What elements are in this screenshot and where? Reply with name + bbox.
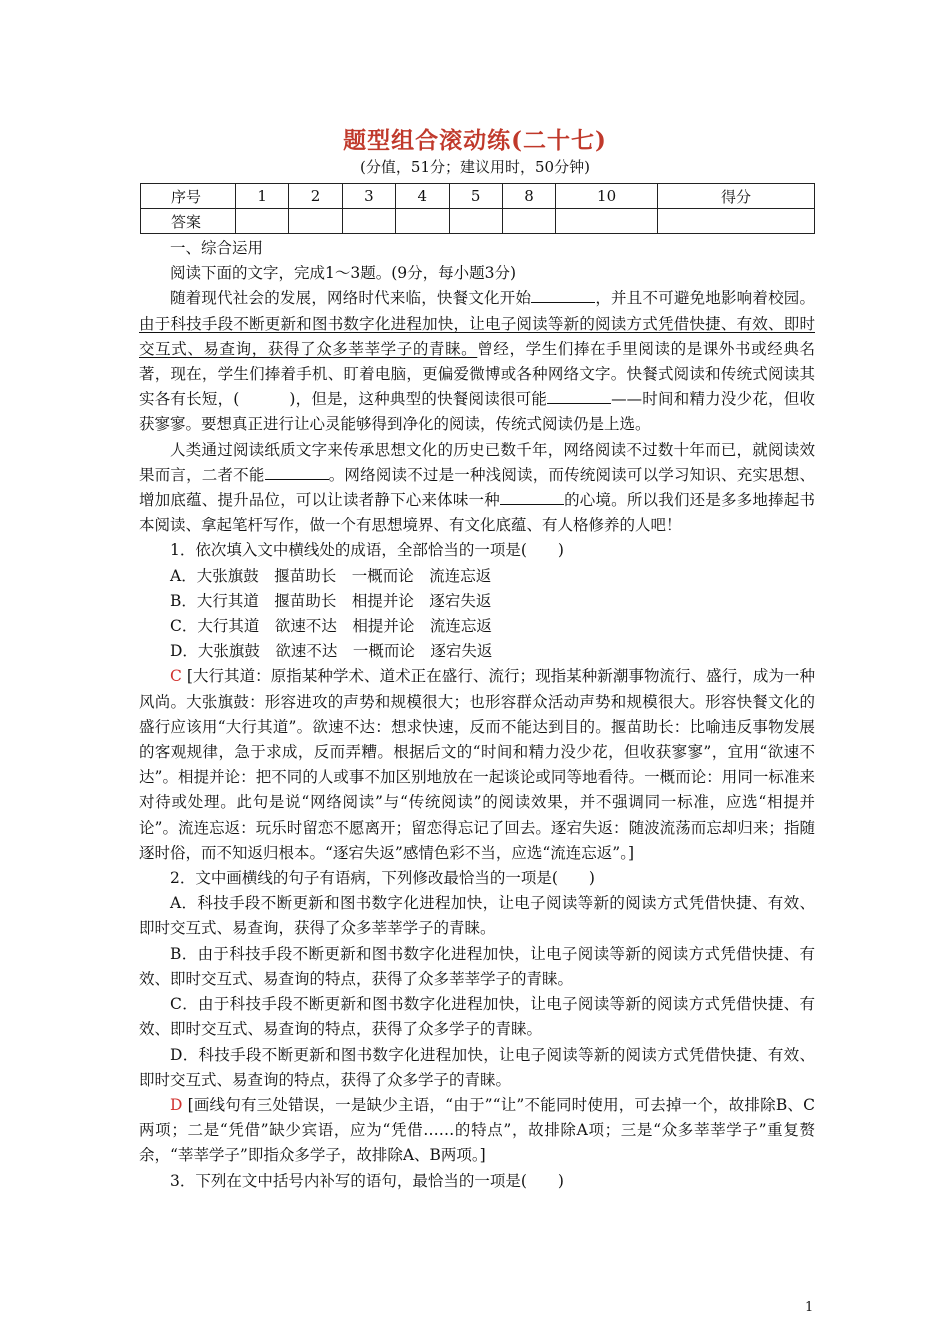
answer-cell [657,209,814,234]
answer-cell [502,209,555,234]
answer-letter: D [170,1095,183,1114]
passage-text: ——时间和精力没少花，但收获寥寥。要想真正进行让心灵能够得到净化的阅读，传统式阅读仍是上选。 [139,390,815,434]
passage-text: 曾经，学生们捧在手里阅读的是课外书或经典名著，现在，学生们捧着手机、盯着电脑，更偏爱微博或各种网络文字。快餐式阅读和传统式阅读其实各有长短，( [139,339,815,409]
score-table-header-cell: 序号 [141,184,236,209]
section-heading: 一、综合运用 [170,239,264,257]
answer-cell [396,209,449,234]
reading-instruction: 阅读下面的文字，完成1～3题。(9分，每小题3分) [170,264,517,283]
score-table-header-cell: 2 [289,184,342,209]
question-2-option: A．科技手段不断更新和图书数字化进程加快，让电子阅读等新的阅读方式凭借快捷、有效、即时交互式、易查询，获得了众多莘莘学子的青睐。 [139,894,815,938]
passage-text: 人类通过阅读纸质文字来传承思想文化的历史已数千年，网络阅读不过数十年而已，就阅读效果而言，二者不能 [139,440,815,484]
score-table-answer-row [141,209,815,234]
page-number: 1 [805,1300,814,1315]
score-table-header-cell: 10 [556,184,658,209]
question-2-option: C．由于科技手段不断更新和图书数字化进程加快，让电子阅读等新的阅读方式凭借快捷、有效、即时交互式、易查询的特点，获得了众多学子的青睐。 [139,995,815,1039]
answer-cell [289,209,342,234]
answer-cell [342,209,395,234]
page-title: 题型组合滚动练(二十七) [343,127,607,154]
question-1-option: C．大行其道 欲速不达 相提并论 流连忘返 [170,617,492,636]
page-subtitle: (分值，51分；建议用时，50分钟) [360,158,590,176]
question-1-option: D．大张旗鼓 欲速不达 一概而论 逐宕失返 [170,642,493,661]
fill-blank [547,389,611,404]
fill-blank [500,490,564,505]
score-table-header-cell: 3 [342,184,395,209]
answer-cell [556,209,658,234]
question-3-stem: 3．下列在文中括号内补写的语句，最恰当的一项是( ) [170,1171,564,1190]
answer-cell [236,209,289,234]
score-table-header-cell: 4 [396,184,449,209]
underlined-sentence: 由于科技手段不断更新和图书数字化进程加快，让电子阅读等新的阅读方式凭借快捷、有效、即时交互式、易查询，获得了众多莘莘学子的青睐。 [139,314,815,358]
answer-explanation: [大行其道：原指某种学术、道术正在盛行、流行；现指某种新潮事物流行、盛行，成为一种风尚。大张旗鼓：形容进攻的声势和规模很大；也形容群众活动声势和规模很大。形容快餐文化的盛行应该用“大行其道”。欲速不达：想求快速，反而不能达到目的。揠苗助长：比喻违反事物发展的客观规律，急于求成，反而弄糟。根据后文的“时间和精力没少花，但收获寥寥”，宜用“欲速不达”。相提并论：把不同的人或事不加区别地放在一起谈论或同等地看待。一概而论：用同一标准来对待或处理。此句是说“网络阅读”与“传统阅读”的阅读效果，并不强调同一标准，应选“相提并论”。流连忘返：玩乐时留恋不愿离开；留恋得忘记了回去。逐宕失返：随波流荡而忘却归来；指随逐时俗，而不知返归根本。“逐宕失返”感情色彩不当，应选“流连忘返”。] [139,667,815,862]
document-body [139,236,815,1194]
passage-paragraph-2 [139,438,815,539]
score-table [140,183,815,234]
question-1-option: B．大行其道 揠苗助长 相提并论 逐宕失返 [170,591,492,610]
answer-cell [449,209,502,234]
passage-text: )，但是，这种典型的快餐阅读很可能 [289,390,548,409]
passage-text: 。网络阅读不过是一种浅阅读，而传统阅读可以学习知识、充实思想、增加底蕴、提升品位，可以让读者静下心来体味一种 [139,465,815,510]
passage-text: ，并且不可避免地影响着校园。 [595,289,815,308]
question-1-option: A．大张旗鼓 揠苗助长 一概而论 流连忘返 [170,566,492,585]
score-table-header-cell: 5 [449,184,502,209]
question-1-answer [139,664,815,866]
score-table-answer-label: 答案 [141,209,236,234]
question-2-stem: 2．文中画横线的句子有语病，下列修改最恰当的一项是( ) [170,869,595,888]
question-2-option: D．科技手段不断更新和图书数字化进程加快，让电子阅读等新的阅读方式凭借快捷、有效、即时交互式、易查询的特点，获得了众多学子的青睐。 [139,1045,815,1089]
passage-text: 随着现代社会的发展，网络时代来临，快餐文化开始 [170,289,532,308]
passage-text: 的心境。所以我们还是多多地捧起书本阅读、拿起笔杆写作，做一个有思想境界、有文化底蕴、有人格修养的人吧！ [139,491,815,535]
score-table-header-cell: 1 [236,184,289,209]
score-table-header-cell: 得分 [657,184,814,209]
answer-explanation: [画线句有三处错误，一是缺少主语，“由于”“让”不能同时使用，可去掉一个，故排除B、C两项；二是“凭借”缺少宾语，应为“凭借……的特点”，故排除A项；三是“众多莘莘学子”重复赘余，“莘莘学子”即指众多学子，故排除A、B两项。] [139,1095,815,1165]
passage-paragraph-1 [139,286,815,437]
fill-blank [531,288,595,303]
score-table-header-cell: 8 [502,184,555,209]
answer-letter: C [170,667,182,686]
question-1-stem: 1．依次填入文中横线处的成语，全部恰当的一项是( ) [170,541,564,560]
question-2-answer [139,1093,815,1169]
question-2-option: B．由于科技手段不断更新和图书数字化进程加快，让电子阅读等新的阅读方式凭借快捷、有效、即时交互式、易查询的特点，获得了众多莘莘学子的青睐。 [139,944,815,988]
fill-blank [265,465,329,480]
score-table-header-row [141,184,815,209]
